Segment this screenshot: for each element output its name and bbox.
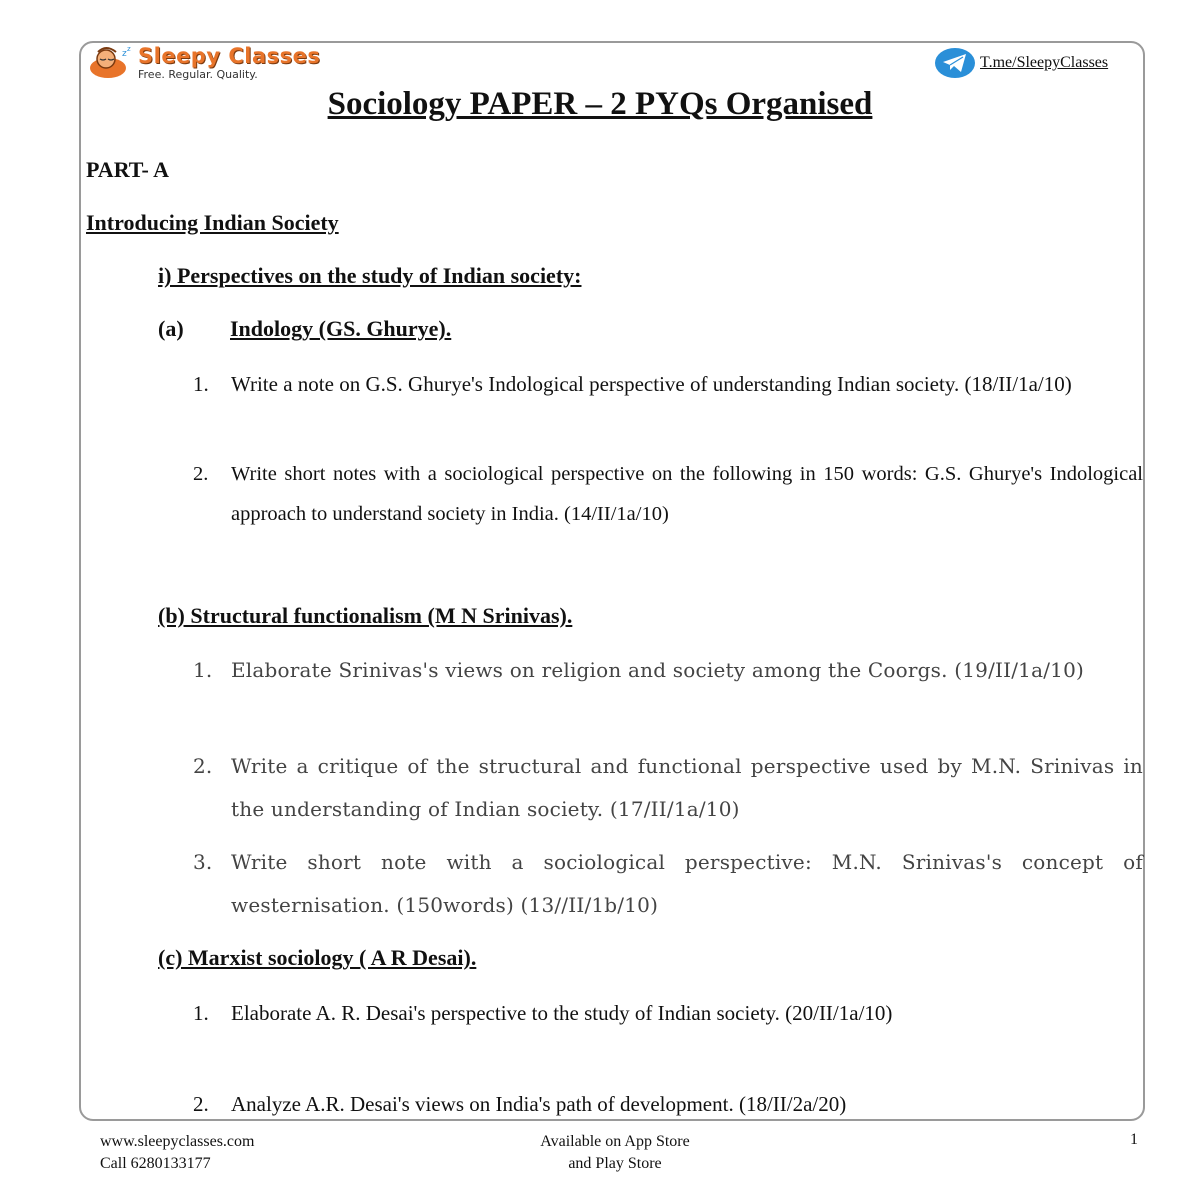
footer-contact xyxy=(100,1131,254,1175)
question-text: Write short note with a sociological perspective: M.N. Srinivas's concept of westernisation. (150words) (13//II/1b/10) xyxy=(231,850,1143,917)
svg-text:z: z xyxy=(122,49,127,59)
list-item xyxy=(193,841,1143,927)
question-number: 2. xyxy=(193,1092,209,1116)
footer-store-line1: Available on App Store xyxy=(540,1133,690,1150)
logo-name: Sleepy Classes xyxy=(138,44,321,68)
question-text: Write a critique of the structural and functional perspective used by M.N. Srinivas in the understanding of Indian society. (17/II/1a/10) xyxy=(231,754,1143,821)
list-item xyxy=(193,993,1115,1033)
telegram-link[interactable]: T.me/SleepyClasses xyxy=(980,54,1109,71)
topic-heading-text: Indology (GS. Ghurye). xyxy=(230,316,452,341)
question-text: Elaborate Srinivas's views on religion and society among the Coorgs. (19/II/1a/10) xyxy=(231,658,1085,682)
telegram-icon xyxy=(934,47,976,79)
list-item xyxy=(193,1084,1143,1124)
svg-text:z: z xyxy=(127,46,131,53)
subsection-heading: i) Perspectives on the study of Indian society: xyxy=(158,263,582,288)
question-number: 1. xyxy=(193,372,209,396)
page-number: 1 xyxy=(1130,1131,1138,1148)
question-text: Write a note on G.S. Ghurye's Indological perspective of understanding Indian society. (18/II/1a/10) xyxy=(231,372,1072,396)
question-number: 3. xyxy=(193,850,213,874)
topic-heading-structural-functionalism: (b) Structural functionalism (M N Srinivas). xyxy=(158,603,573,628)
list-item xyxy=(193,745,1143,831)
footer-store-info xyxy=(500,1131,730,1175)
list-item xyxy=(193,649,1143,692)
question-number: 2. xyxy=(193,463,209,485)
footer-phone: Call 6280133177 xyxy=(100,1155,211,1172)
question-text: Elaborate A. R. Desai's perspective to the study of Indian society. (20/II/1a/10) xyxy=(231,1001,893,1025)
list-item xyxy=(193,364,1115,404)
logo xyxy=(88,44,338,84)
question-number: 2. xyxy=(193,754,213,778)
topic-heading-indology xyxy=(158,316,451,342)
document-title: Sociology PAPER – 2 PYQs Organised xyxy=(327,86,873,122)
question-text: Write short notes with a sociological perspective on the following in 150 words: G.S. Ghurye's Indological approach to understand society in India. (14/II/1a/10) xyxy=(231,463,1143,525)
list-item xyxy=(193,454,1143,534)
footer-store-line2: and Play Store xyxy=(568,1155,662,1172)
section-heading: Introducing Indian Society xyxy=(86,210,339,235)
telegram-link-group[interactable] xyxy=(934,47,1108,79)
part-heading: PART- A xyxy=(86,157,169,182)
sleepy-mascot-icon xyxy=(88,46,134,80)
topic-marker: (a) xyxy=(158,316,184,341)
logo-tagline: Free. Regular. Quality. xyxy=(138,68,258,81)
question-number: 1. xyxy=(193,658,213,682)
topic-heading-marxist-sociology: (c) Marxist sociology ( A R Desai). xyxy=(158,945,477,970)
question-text: Analyze A.R. Desai's views on India's path of development. (18/II/2a/20) xyxy=(231,1092,847,1116)
footer-website[interactable]: www.sleepyclasses.com xyxy=(100,1133,255,1150)
question-number: 1. xyxy=(193,1001,209,1025)
